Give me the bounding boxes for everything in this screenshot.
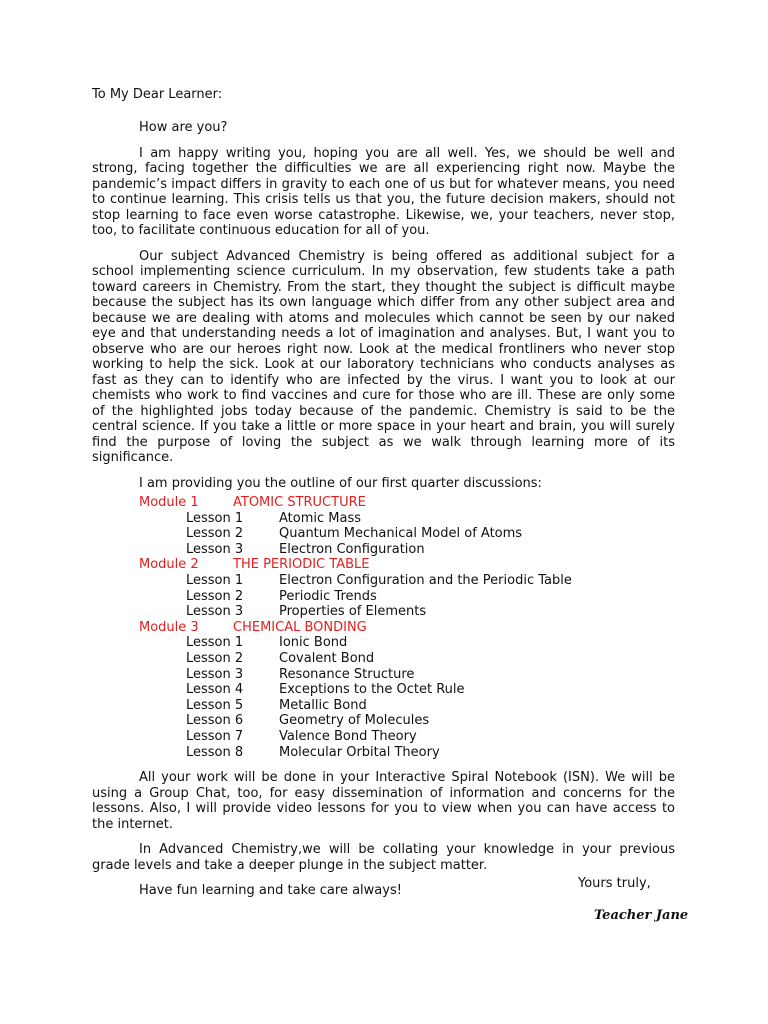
- module-heading: [139, 495, 675, 511]
- lesson-label: Lesson 3: [186, 604, 244, 620]
- paragraph-4: In Advanced Chemistry,we will be collating your knowledge in your previous grade levels and take a deeper plunge in the subject matter.: [92, 842, 675, 873]
- lesson-title: Periodic Trends: [279, 588, 377, 604]
- module-title: ATOMIC STRUCTURE: [233, 495, 366, 510]
- lesson-title: Molecular Orbital Theory: [279, 744, 440, 760]
- lesson-title: Metallic Bond: [279, 697, 367, 713]
- lesson-title: Properties of Elements: [279, 604, 427, 620]
- paragraph-1: I am happy writing you, hoping you are all well. Yes, we should be well and strong, facing together the difficulties we are all experiencing right now. Maybe the pandemic’s impact differs in gravity to each one of us but for whatever means, you need to continue learning. This crisis tells us that you, the future decision makers, should not stop learning to face even worse catastrophe. Likewise, we, your teachers, never stop, too, to facilitate continuous education for all of you.: [92, 145, 675, 238]
- lesson-label: Lesson 8: [186, 744, 244, 760]
- lesson-row: [139, 589, 675, 605]
- lesson-label: Lesson 1: [186, 510, 244, 526]
- lesson-label: Lesson 1: [186, 572, 244, 588]
- module-title: THE PERIODIC TABLE: [233, 557, 370, 573]
- course-outline: [139, 495, 675, 760]
- lesson-row: [139, 635, 675, 651]
- lesson-label: Lesson 2: [186, 588, 244, 604]
- paragraph-2: Our subject Advanced Chemistry is being offered as additional subject for a school implementing science curriculum. In my observation, few students take a path toward careers in Chemistry. From the start, they thought the subject is difficult maybe because the subject has its own language which differ from any other subject area and because we are dealing with atoms and molecules which cannot be seen by our naked eye and that understanding needs a lot of imagination and analyses. But, I want you to observe who are our heroes right now. Look at the medical frontliners who never stop working to help the sick. Look at our laboratory technicians who conducts analyses as fast as they can to identify who are infected by the virus. I want you to look at our chemists who work to find vaccines and cure for those who are ill. These are only some of the highlighted jobs today because of the pandemic. Chemistry is said to be the central science. If you take a little or more space in your heart and brain, you will surely find the purpose of loving the subject as we walk through learning more of its significance.: [92, 248, 675, 465]
- lesson-title: Electron Configuration and the Periodic Table: [279, 572, 572, 588]
- lesson-row: [139, 729, 675, 745]
- module-2: [139, 557, 675, 619]
- closing: Yours truly,: [578, 876, 651, 891]
- signature: Teacher Jane: [594, 908, 689, 923]
- module-label: Module 3: [139, 619, 199, 635]
- module-heading: [139, 557, 675, 573]
- module-1: [139, 495, 675, 557]
- lesson-label: Lesson 3: [186, 541, 244, 557]
- lesson-title: Electron Configuration: [279, 541, 425, 557]
- lesson-row: [139, 511, 675, 527]
- lesson-title: Geometry of Molecules: [279, 713, 430, 729]
- lesson-title: Ionic Bond: [279, 635, 348, 651]
- lesson-row: [139, 745, 675, 761]
- lesson-label: Lesson 1: [186, 635, 244, 651]
- lesson-title: Resonance Structure: [279, 666, 415, 682]
- outline-intro: I am providing you the outline of our first quarter discussions:: [139, 475, 542, 491]
- lesson-row: [139, 542, 675, 558]
- lesson-label: Lesson 6: [186, 713, 244, 729]
- letter-body: [92, 120, 675, 909]
- lesson-row: [139, 526, 675, 542]
- lesson-label: Lesson 3: [186, 666, 244, 682]
- paragraph-3: All your work will be done in your Interactive Spiral Notebook (ISN). We will be using a Group Chat, too, for easy dissemination of information and concerns for the lessons. Also, I will provide video lessons for you to view when you can have access to the internet.: [92, 770, 675, 832]
- lesson-label: Lesson 5: [186, 697, 244, 713]
- lesson-row: [139, 604, 675, 620]
- lesson-row: [139, 667, 675, 683]
- lesson-title: Atomic Mass: [279, 510, 361, 526]
- lesson-label: Lesson 7: [186, 728, 244, 744]
- lesson-label: Lesson 4: [186, 682, 244, 698]
- lesson-title: Exceptions to the Octet Rule: [279, 682, 465, 698]
- lesson-row: [139, 698, 675, 714]
- module-label: Module 1: [139, 495, 199, 510]
- lesson-row: [139, 573, 675, 589]
- lesson-label: Lesson 2: [186, 526, 244, 542]
- lesson-title: Valence Bond Theory: [279, 728, 417, 744]
- salutation: To My Dear Learner:: [92, 87, 223, 102]
- greeting: How are you?: [139, 120, 228, 135]
- module-label: Module 2: [139, 557, 199, 573]
- lesson-title: Quantum Mechanical Model of Atoms: [279, 526, 523, 542]
- lesson-row: [139, 651, 675, 667]
- lesson-title: Covalent Bond: [279, 650, 375, 666]
- lesson-row: [139, 682, 675, 698]
- module-3: [139, 620, 675, 760]
- lesson-label: Lesson 2: [186, 650, 244, 666]
- module-heading: [139, 620, 675, 636]
- module-title: CHEMICAL BONDING: [233, 619, 367, 635]
- lesson-row: [139, 713, 675, 729]
- paragraph-5: Have fun learning and take care always!: [139, 883, 402, 899]
